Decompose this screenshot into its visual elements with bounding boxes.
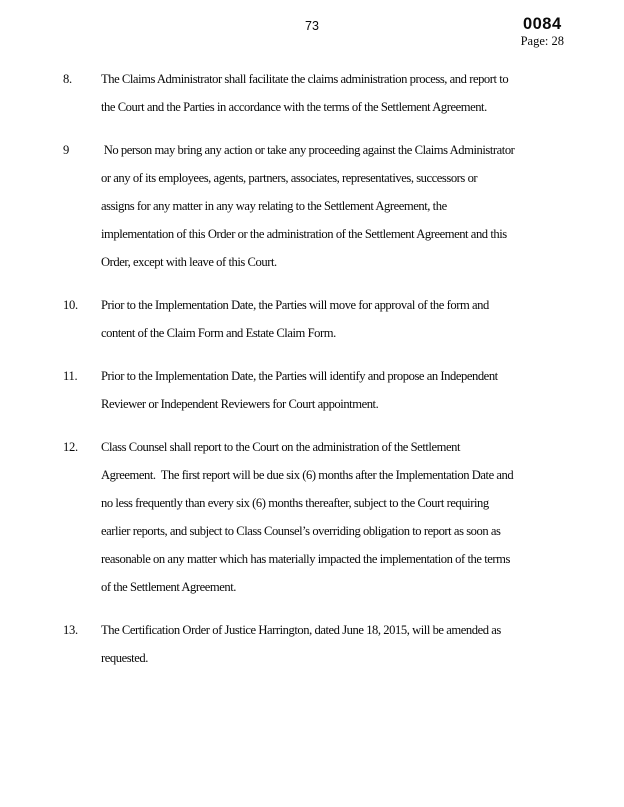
paragraph-line: assigns for any matter in any way relating to the Settlement Agreement, the [101, 199, 447, 213]
paragraph-lines [101, 291, 578, 347]
paragraph-row [63, 136, 578, 276]
paragraph-lines [101, 616, 578, 672]
paragraph-number: 9 [63, 143, 69, 157]
paragraph-line: Order, except with leave of this Court. [101, 255, 277, 269]
paragraph-number: 8. [63, 72, 72, 86]
paragraph-lines [101, 433, 578, 601]
paragraph-number: 11. [63, 369, 78, 383]
paragraph-row [63, 433, 578, 601]
filing-stamp [521, 16, 564, 49]
paragraph-line: implementation of this Order or the administration of the Settlement Agreement and this [101, 227, 507, 241]
stamp-page-label: Page: 28 [520, 34, 564, 48]
paragraph-list [63, 65, 578, 687]
paragraph-line: Agreement. The first report will be due six (6) months after the Implementation Date and [101, 468, 514, 482]
paragraph-line: Class Counsel shall report to the Court on the administration of the Settlement [101, 440, 460, 454]
paragraph-lines [101, 65, 578, 121]
paragraph-line: or any of its employees, agents, partners, associates, representatives, successors or [101, 171, 478, 185]
paragraph-row [63, 362, 578, 418]
paragraph-line: requested. [101, 651, 148, 665]
paragraph-line: Reviewer or Independent Reviewers for Court appointment. [101, 397, 379, 411]
paragraph-row [63, 616, 578, 672]
paragraph-line: reasonable on any matter which has materially impacted the implementation of the terms [101, 552, 510, 566]
paragraph-row [63, 291, 578, 347]
paragraph-line: The Certification Order of Justice Harrington, dated June 18, 2015, will be amended as [101, 623, 501, 637]
paragraph-line: No person may bring any action or take any proceeding against the Claims Administrator [101, 143, 515, 157]
paragraph-line: The Claims Administrator shall facilitate the claims administration process, and report to [101, 72, 509, 86]
paragraph-line: Prior to the Implementation Date, the Parties will move for approval of the form and [101, 298, 489, 312]
paragraph-number: 10. [63, 298, 78, 312]
paragraph-line: content of the Claim Form and Estate Claim Form. [101, 326, 336, 340]
page-number: 73 [305, 19, 319, 33]
paragraph-line: no less frequently than every six (6) months thereafter, subject to the Court requiring [101, 496, 489, 510]
paragraph-line: earlier reports, and subject to Class Counsel’s overriding obligation to report as soon as [101, 524, 501, 538]
paragraph-line: Prior to the Implementation Date, the Parties will identify and propose an Independent [101, 369, 498, 383]
paragraph-number: 12. [63, 440, 78, 454]
stamp-number: 0084 [522, 15, 562, 33]
paragraph-lines [101, 362, 578, 418]
paragraph-line: the Court and the Parties in accordance with the terms of the Settlement Agreement. [101, 100, 487, 114]
paragraph-lines [101, 136, 578, 276]
paragraph-number: 13. [63, 623, 78, 637]
paragraph-line: of the Settlement Agreement. [101, 580, 236, 594]
paragraph-row [63, 65, 578, 121]
